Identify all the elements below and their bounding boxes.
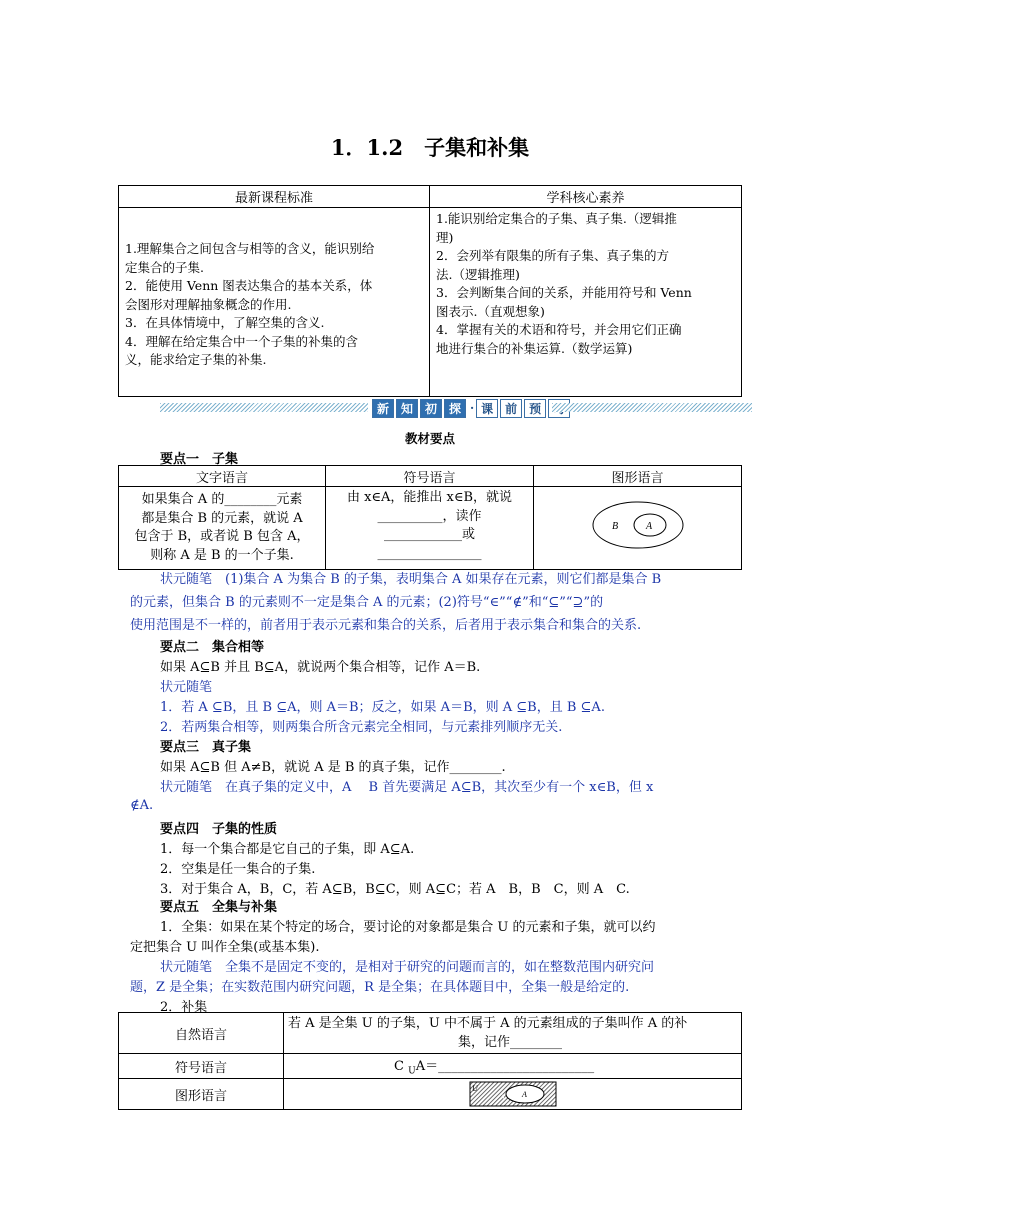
banner-label	[372, 398, 572, 418]
complement-label: 符号语言	[119, 1054, 284, 1079]
point5-line: 1．全集：如果在某个特定的场合，要讨论的对象都是集合 U 的元素和子集，就可以约	[160, 920, 656, 935]
complement-symbol-u: U	[408, 1066, 416, 1077]
subset-header-text: 文字语言	[119, 466, 326, 487]
point2-note-line: 2．若两集合相等，则两集合所含元素完全相同，与元素排列顺序无关.	[160, 720, 563, 735]
point5-heading: 要点五 全集与补集	[160, 900, 278, 915]
point5-sub: 2．补集	[160, 1000, 208, 1015]
point5-line: 定把集合 U 叫作全集(或基本集).	[130, 940, 320, 955]
subset-graph-language	[534, 487, 742, 570]
complement-label: 自然语言	[119, 1013, 284, 1054]
point2-heading: 要点二 集合相等	[160, 640, 265, 655]
complement-symbol-rest: A＝________________________	[415, 1059, 595, 1075]
core-line: 1.能识别给定集合的子集、真子集.（逻辑推	[436, 211, 677, 226]
symbol-lang-line: __________，读作	[377, 508, 482, 524]
venn-label-b: B	[611, 520, 618, 532]
symbol-lang-line: ________________	[377, 545, 482, 561]
subset-text-language	[119, 487, 326, 570]
banner-chip: 探	[444, 399, 466, 418]
subset-table	[118, 465, 742, 570]
core-line: 2．会列举有限集的所有子集、真子集的方	[436, 248, 669, 263]
venn-label-a: A	[521, 1090, 527, 1099]
text-lang-line: 都是集合 B 的元素，就说 A	[141, 510, 303, 526]
point1-note-line: 的元素，但集合 B 的元素则不一定是集合 A 的元素；(2)符号“∈”“∉”和“⊆”“⊇”的	[130, 595, 604, 610]
point5-note-line: 题，Z 是全集；在实数范围内研究问题，R 是全集；在具体题目中，全集一般是给定的.	[130, 980, 630, 995]
section-banner	[160, 398, 752, 418]
point1-note-line: 使用范围是不一样的，前者用于表示元素和集合的关系，后者用于表示集合和集合的关系.	[130, 618, 642, 633]
point1-heading: 要点一 子集	[160, 452, 239, 467]
text-lang-line: 如果集合 A 的________元素	[141, 492, 303, 507]
standards-header-2: 学科核心素养	[430, 186, 742, 208]
core-line: 法.（逻辑推理)	[436, 266, 520, 282]
std-line: 3．在具体情境中，了解空集的含义.	[125, 315, 325, 330]
venn-label-complement: A	[499, 1093, 505, 1102]
point4-line: 2．空集是任一集合的子集.	[160, 862, 316, 877]
text-lang-line: 则称 A 是 B 的一个子集.	[150, 547, 294, 563]
text-lang-line: 包含于 B，或者说 B 包含 A，	[134, 529, 310, 544]
subset-header-graph: 图形语言	[534, 466, 742, 487]
banner-chip: 知	[396, 399, 418, 418]
venn-outer-ellipse	[593, 502, 683, 548]
banner-chip: 预	[524, 399, 546, 418]
std-line: 定集合的子集.	[125, 259, 204, 275]
symbol-lang-line: ____________或	[383, 527, 475, 542]
banner-dot: ·	[470, 401, 475, 415]
banner-hatch-right	[552, 403, 752, 412]
banner-chip: 前	[500, 399, 522, 418]
core-line: 理)	[436, 229, 454, 245]
point3-heading: 要点三 真子集	[160, 740, 252, 755]
standards-table	[118, 185, 742, 397]
point1-note-line: 状元随笔 (1)集合 A 为集合 B 的子集，表明集合 A 如果存在元素，则它们都是集合 B	[160, 572, 662, 587]
std-line: 1.理解集合之间包含与相等的含义，能识别给	[125, 241, 375, 256]
complement-natural-language	[284, 1013, 742, 1054]
std-line: 4．理解在给定集合中一个子集的补集的含	[125, 333, 358, 349]
core-line: 3．会判断集合间的关系，并能用符号和 Venn	[436, 285, 692, 300]
core-line: 地进行集合的补集运算.（数学运算)	[436, 340, 633, 356]
point4-line: 1．每一个集合都是它自己的子集，即 A⊆A.	[160, 842, 415, 857]
core-literacy	[430, 208, 742, 397]
symbol-lang-line: 由 x∈A，能推出 x∈B，就说	[346, 490, 513, 505]
page-title: 1．1.2 子集和补集	[330, 135, 530, 160]
curriculum-standards	[119, 208, 430, 397]
std-line: 2．能使用 Venn 图表达集合的基本关系，体	[125, 278, 373, 293]
subset-symbol-language	[326, 487, 534, 570]
core-line: 图表示.（直观想象)	[436, 303, 545, 319]
core-line: 4．掌握有关的术语和符号，并会用它们正确	[436, 322, 682, 337]
venn-label-u: U	[471, 1084, 478, 1093]
complement-graph-language	[284, 1079, 742, 1110]
complement-symbol-c: C	[394, 1059, 409, 1075]
complement-venn-diagram	[469, 1081, 557, 1107]
point3-note-line: ∉A.	[130, 798, 154, 813]
natural-lang-line: 集，记作________	[458, 1035, 563, 1050]
subset-venn-diagram	[588, 498, 688, 552]
venn-label-a: A	[645, 520, 652, 532]
point2-body: 如果 A⊆B 并且 B⊆A，就说两个集合相等，记作 A＝B.	[160, 660, 481, 675]
section-title: 教材要点	[404, 431, 455, 446]
natural-lang-line: 若 A 是全集 U 的子集，U 中不属于 A 的元素组成的子集叫作 A 的补	[288, 1016, 688, 1031]
subset-header-symbol: 符号语言	[326, 466, 534, 487]
point4-heading: 要点四 子集的性质	[160, 822, 278, 837]
banner-hatch-left	[160, 403, 368, 412]
complement-label: 图形语言	[119, 1079, 284, 1110]
point5-note-line: 状元随笔 全集不是固定不变的，是相对于研究的问题而言的，如在整数范围内研究问	[160, 960, 655, 975]
banner-chip: 课	[476, 399, 498, 418]
std-line: 义，能求给定子集的补集.	[125, 352, 267, 367]
standards-header-1: 最新课程标准	[119, 186, 430, 208]
point2-note-line: 1．若 A ⊆B，且 B ⊆A，则 A＝B；反之，如果 A＝B，则 A ⊆B，且 B ⊆A.	[160, 700, 605, 715]
complement-table	[118, 1012, 742, 1110]
point2-note-title: 状元随笔	[160, 680, 213, 695]
point3-body: 如果 A⊆B 但 A≠B，就说 A 是 B 的真子集，记作________.	[160, 760, 506, 775]
banner-chip: 新	[372, 399, 394, 418]
complement-symbol-language	[284, 1054, 742, 1079]
point3-note-line: 状元随笔 在真子集的定义中，A B 首先要满足 A⊆B，其次至少有一个 x∈B，但 x	[160, 780, 654, 795]
std-line: 会图形对理解抽象概念的作用.	[125, 296, 292, 312]
point4-line: 3．对于集合 A，B，C，若 A⊆B，B⊆C，则 A⊆C；若 A B，B C，则 A C.	[160, 882, 630, 897]
banner-chip: 初	[420, 399, 442, 418]
